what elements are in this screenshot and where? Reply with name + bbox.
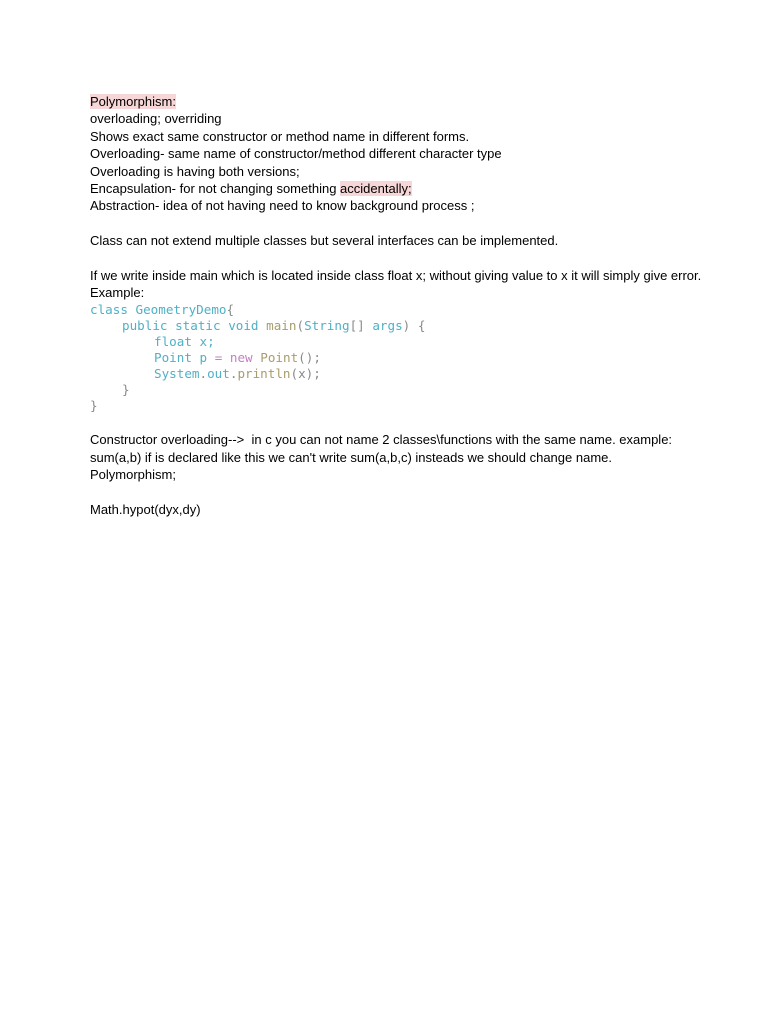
blank-line xyxy=(90,414,708,431)
code-block xyxy=(90,302,708,414)
text-line: Math.hypot(dyx,dy) xyxy=(90,501,201,517)
example-label: Example: xyxy=(90,285,145,301)
text-line: Class can not extend multiple classes but several interfaces can be implemented. xyxy=(90,233,559,249)
blank-line xyxy=(90,483,708,500)
text-line: Abstraction- idea of not having need to know background process ; xyxy=(90,198,475,214)
code-line: Point p = new Point(); xyxy=(154,349,321,365)
code-line: float x; xyxy=(154,333,215,349)
text-line: Constructor overloading--> in c you can not name 2 classes\functions with the same name. example: sum(a,b) if is declared like this we can't write sum(a,b,c) insteads we should change name. xyxy=(90,432,676,465)
polymorphism-heading xyxy=(90,93,708,110)
text-line: Overloading is having both versions; xyxy=(90,163,300,179)
code-line: public static void main(String[] args) { xyxy=(122,317,426,333)
polymorphism-heading-text: Polymorphism: xyxy=(90,94,176,109)
code-line: class GeometryDemo{ xyxy=(90,301,235,317)
text-line: If we write inside main which is located inside class float x; without giving value to x it will simply give error. xyxy=(90,268,702,284)
code-line: System.out.println(x); xyxy=(154,365,321,381)
encapsulation-line xyxy=(90,180,708,197)
text-line: overloading; overriding xyxy=(90,111,222,127)
text-line: Polymorphism; xyxy=(90,467,176,483)
blank-line xyxy=(90,215,708,232)
code-line: } xyxy=(122,381,130,397)
text-line: Shows exact same constructor or method name in different forms. xyxy=(90,128,470,144)
code-line: } xyxy=(90,397,98,413)
blank-line xyxy=(90,250,708,267)
encapsulation-text: Encapsulation- for not changing something xyxy=(90,181,341,197)
text-line: Overloading- same name of constructor/method different character type xyxy=(90,146,502,162)
highlighted-word: accidentally; xyxy=(340,181,412,197)
